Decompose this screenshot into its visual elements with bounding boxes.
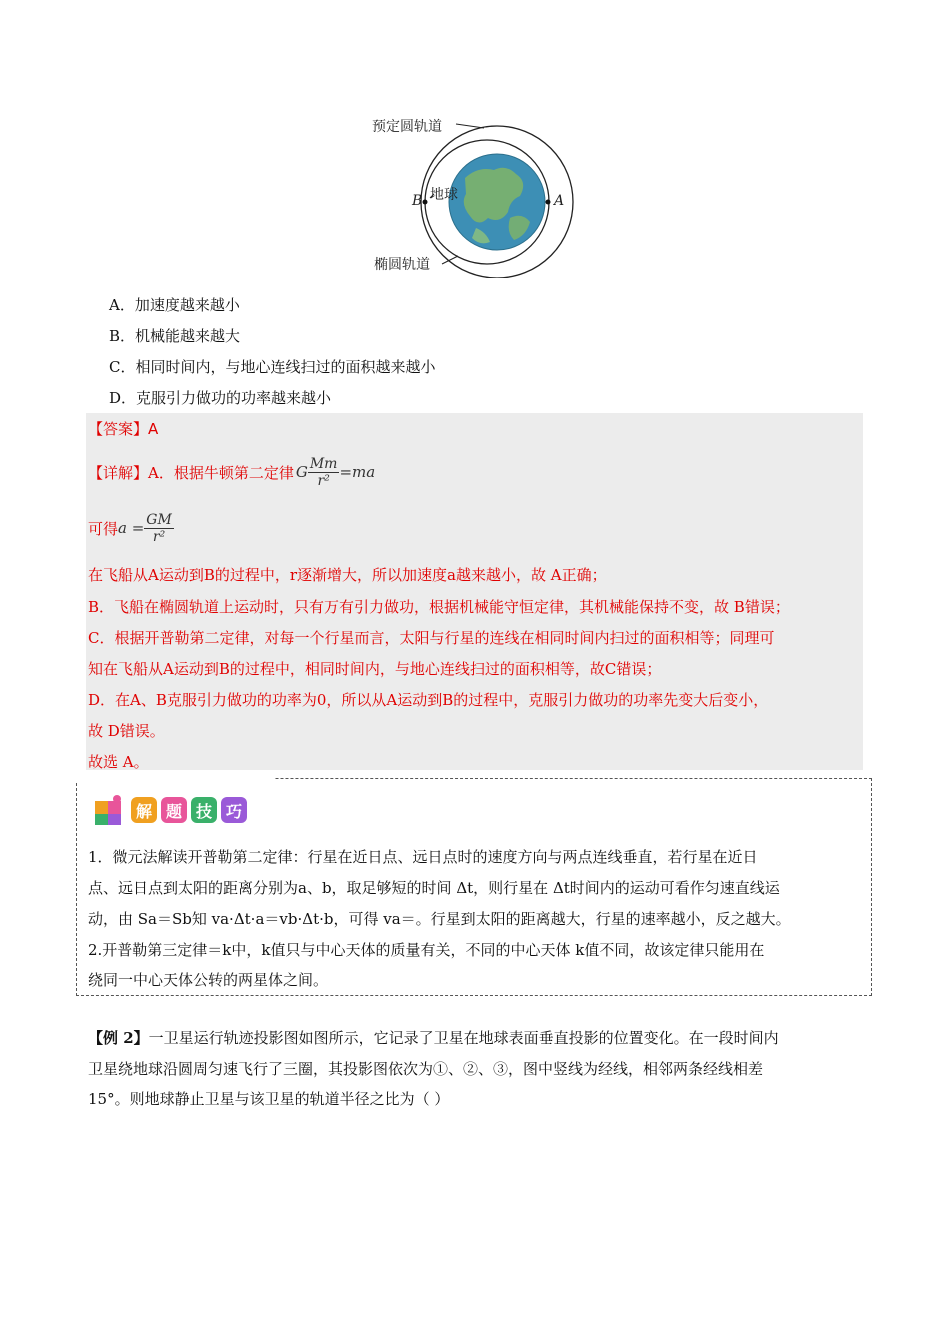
circular-orbit-label: 预定圆轨道 xyxy=(372,119,442,135)
earth-label: 地球 xyxy=(430,187,458,203)
badge-char-1: 解 xyxy=(131,797,157,823)
orbit-figure xyxy=(360,108,590,278)
detail-line-4: B．飞船在椭圆轨道上运动时，只有万有引力做功，根据机械能守恒定律，其机械能保持不变，故 B错误； xyxy=(88,598,790,616)
tip-line-1: 1．微元法解读开普勒第二定律：行星在近日点、远日点时的速度方向与两点连线垂直，若行星在近日 xyxy=(88,848,758,866)
detail-label: 【详解】 xyxy=(88,463,149,482)
tip-line-4: 2.开普勒第三定律＝k中，k值只与中心天体的质量有关，不同的中心天体 k值不同，故该定律只能用在 xyxy=(88,941,765,959)
point-b-label: B xyxy=(412,193,423,209)
eq1-g: G xyxy=(295,463,308,481)
example-line1-text: 一卫星运行轨迹投影图如图所示，它记录了卫星在地球表面垂直投影的位置变化。在一段时间内 xyxy=(148,1029,779,1047)
badge-char-2: 题 xyxy=(161,797,187,823)
eq2-fraction xyxy=(144,512,174,545)
eq2-numerator: GM xyxy=(146,511,172,528)
option-a: A．加速度越来越小 xyxy=(109,296,240,314)
detail-line-8: 故 D错误。 xyxy=(88,722,165,740)
example-line-3: 15°。则地球静止卫星与该卫星的轨道半径之比为（ ） xyxy=(88,1090,450,1108)
example-line-1 xyxy=(88,1027,779,1048)
eq1-denominator: r² xyxy=(317,472,330,489)
eq2-lhs: a = xyxy=(118,519,145,537)
point-b-marker xyxy=(423,200,428,205)
answer-value: A xyxy=(148,420,159,438)
tips-badge xyxy=(93,793,247,827)
detail-line-7: D．在A、B克服引力做功的功率为0，所以从A运动到B的过程中，克服引力做功的功率先变大后变小， xyxy=(88,691,769,709)
detail-line-2 xyxy=(88,506,174,550)
eq1-rhs: =ma xyxy=(339,463,376,481)
badge-char-4: 巧 xyxy=(221,797,247,823)
detail-line1-text: A．根据牛顿第二定律 xyxy=(148,463,294,482)
detail-line-9: 故选 A。 xyxy=(88,753,149,771)
point-a-marker xyxy=(546,200,551,205)
tip-line-5: 绕同一中心天体公转的两星体之间。 xyxy=(88,971,329,989)
detail-line-3: 在飞船从A运动到B的过程中，r逐渐增大，所以加速度a越来越小，故 A正确； xyxy=(88,566,607,584)
elliptical-orbit-label: 椭圆轨道 xyxy=(374,257,430,273)
badge-char-3: 技 xyxy=(191,797,217,823)
answer-label: 【答案】 xyxy=(88,420,149,438)
answer-options xyxy=(109,290,435,414)
example-label: 【例 2】 xyxy=(88,1029,149,1047)
answer-line xyxy=(88,418,158,439)
option-c: C．相同时间内，与地心连线扫过的面积越来越小 xyxy=(109,358,436,376)
detail-line2-text: 可得 xyxy=(88,519,119,538)
option-b: B．机械能越来越大 xyxy=(109,327,241,345)
eq2-denominator: r² xyxy=(152,528,166,545)
detail-line-1 xyxy=(88,452,375,492)
tip-line-3: 动，由 Sa＝Sb知 va·Δt·a＝vb·Δt·b，可得 va＝。行星到太阳的距离越大，行星的速率越小，反之越大。 xyxy=(88,910,791,928)
detail-line-6: 知在飞船从A运动到B的过程中，相同时间内，与地心连线扫过的面积相等，故C错误； xyxy=(88,660,662,678)
eq1-numerator: Mm xyxy=(309,455,338,472)
option-d: D．克服引力做功的功率越来越小 xyxy=(109,389,332,407)
example-line-2: 卫星绕地球沿圆周匀速飞行了三圈，其投影图依次为①、②、③，图中竖线为经线，相邻两条经线相差 xyxy=(88,1060,764,1078)
detail-line-5: C．根据开普勒第二定律，对每一个行星而言，太阳与行星的连线在相同时间内扫过的面积相等；同理可 xyxy=(88,629,775,647)
point-a-label: A xyxy=(554,193,565,209)
tip-line-2: 点、远日点到太阳的距离分别为a、b，取足够短的时间 Δt，则行星在 Δt时间内的运动可看作匀速直线运 xyxy=(88,879,780,897)
puzzle-icon xyxy=(93,793,127,827)
eq1-fraction xyxy=(308,456,340,489)
